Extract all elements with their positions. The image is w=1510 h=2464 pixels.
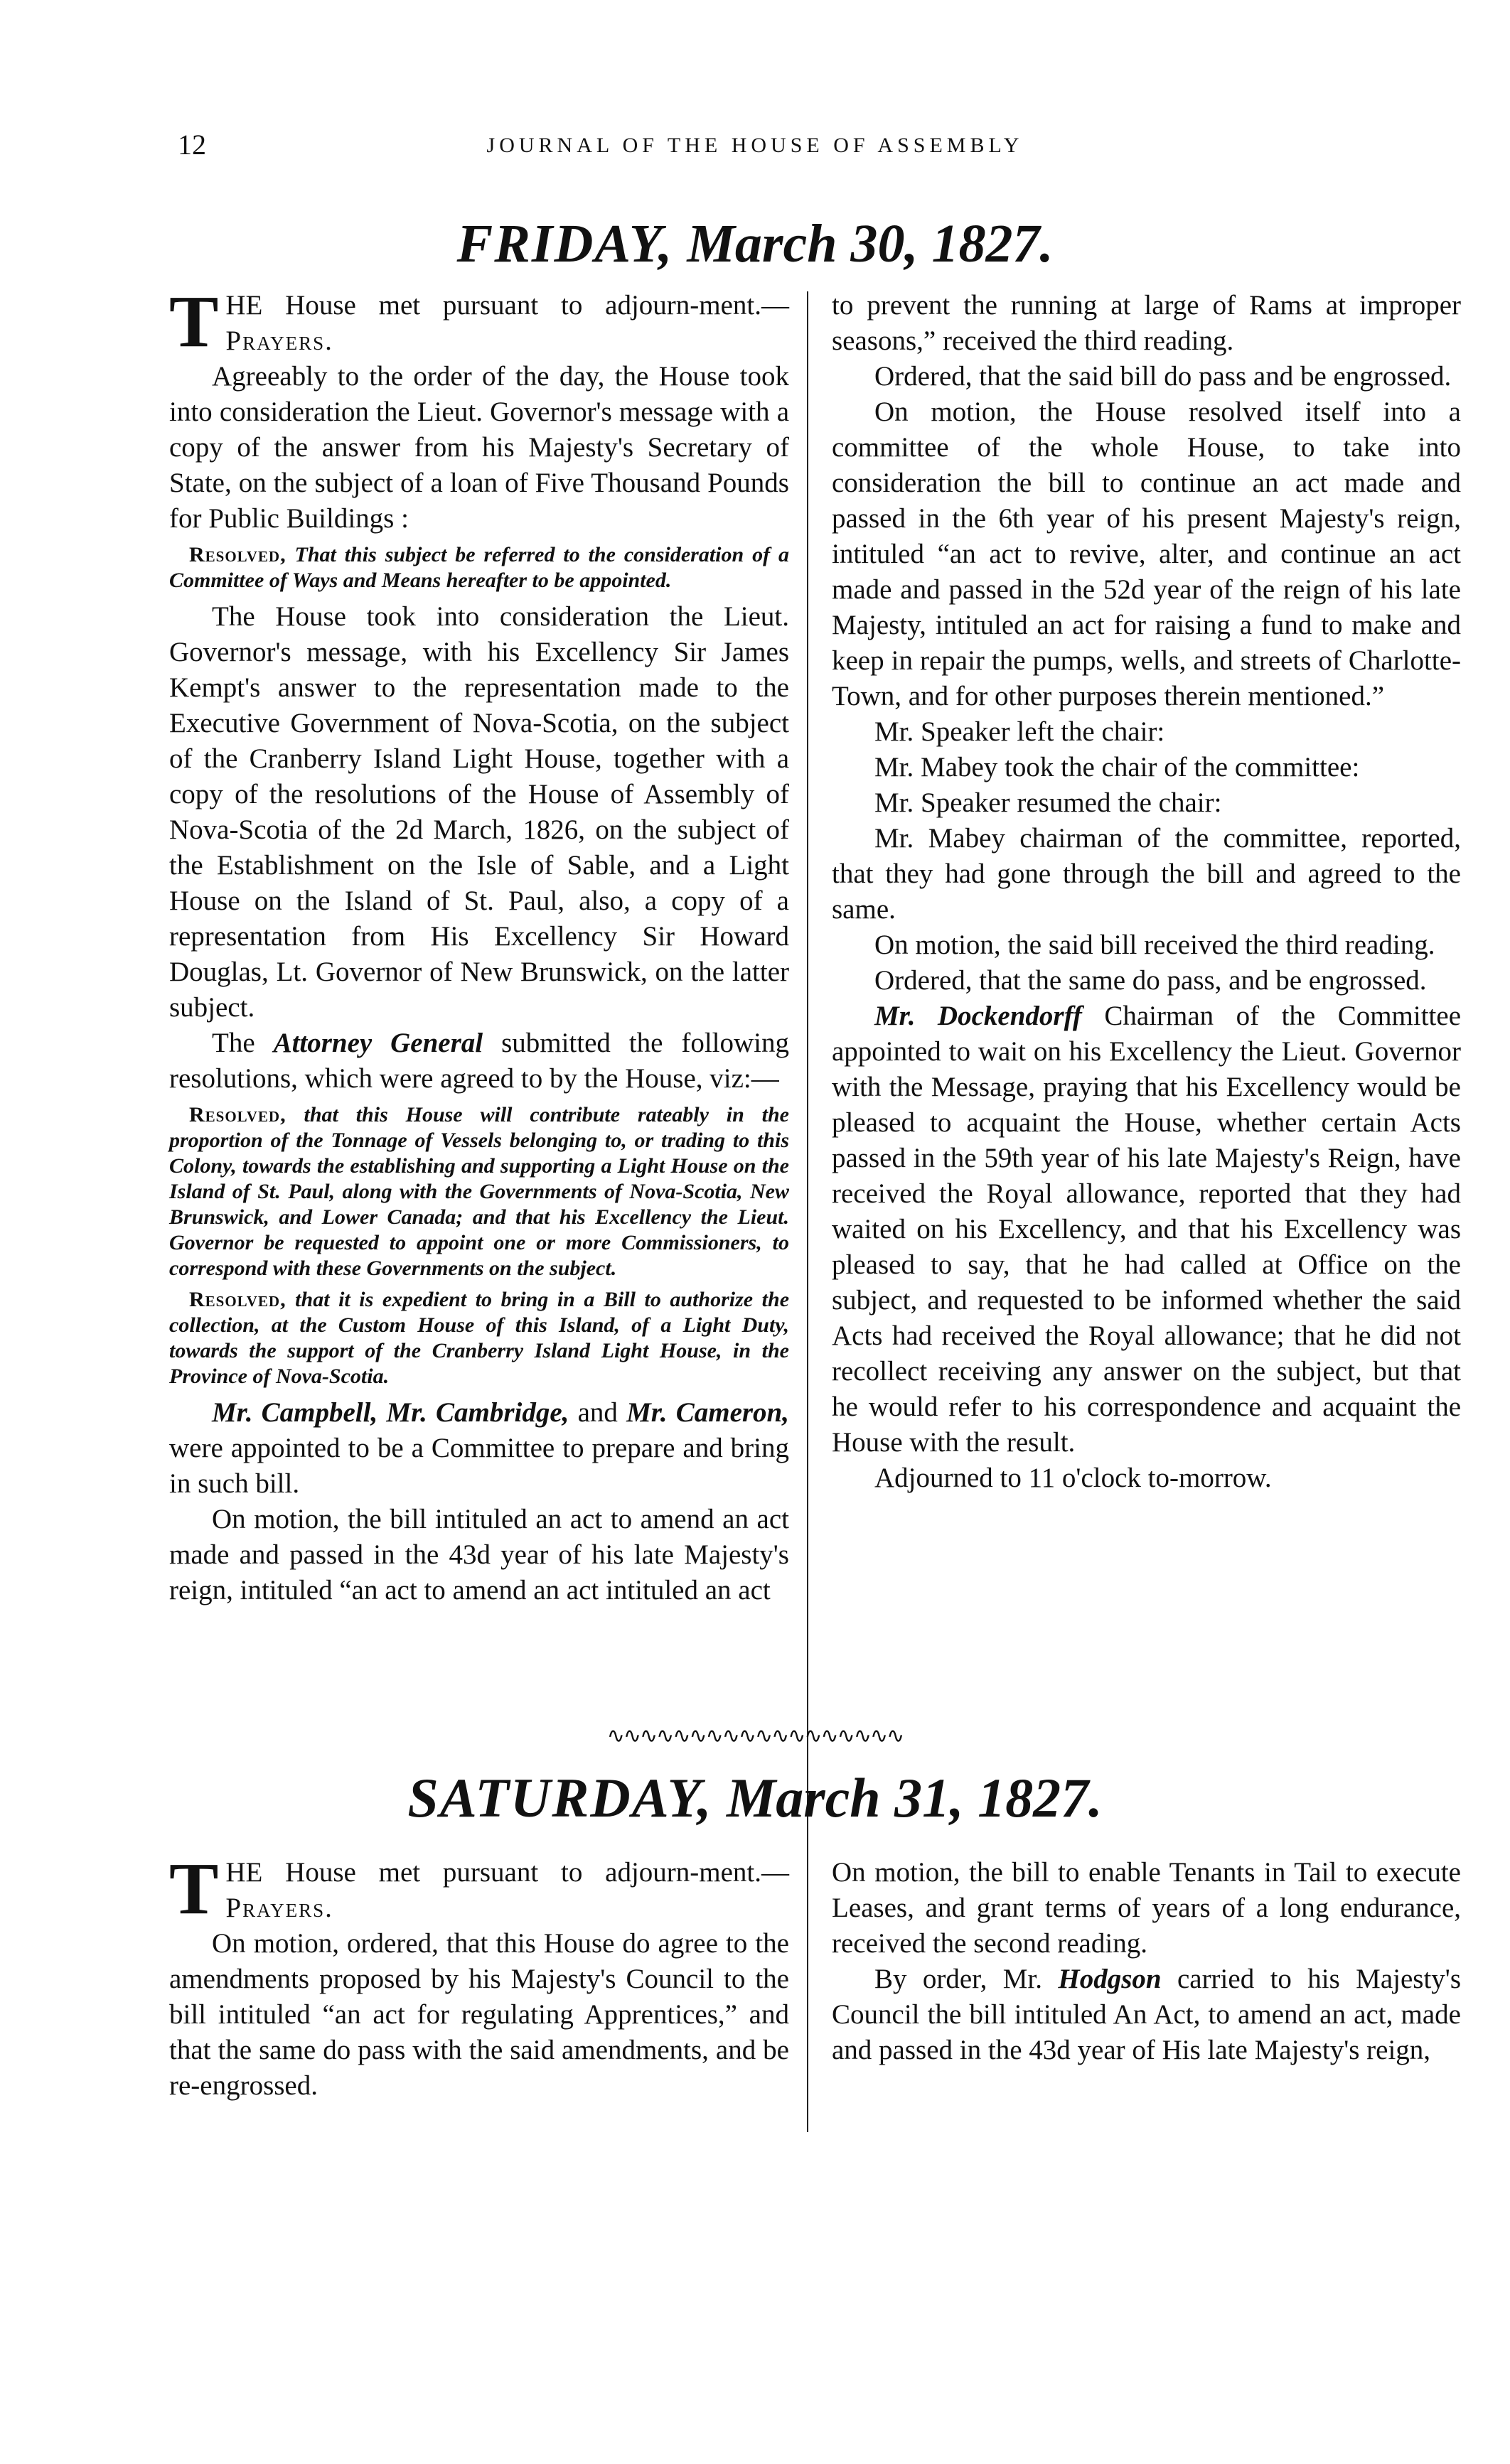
paragraph	[169, 1395, 789, 1502]
paragraph: Mr. Speaker left the chair:	[874, 716, 1165, 747]
saturday-opening-paragraph	[169, 1848, 789, 1930]
attorney-general-name: Attorney General	[273, 1028, 483, 1058]
member-name: Hodgson	[1058, 1964, 1162, 1994]
paragraph: On motion, ordered, that this House do agree to the amendments proposed by his Majesty's Council to the bill intituled “an act for regulating Apprentices,” and that the same do pass with the said amendments, and be re-engrossed.	[169, 1928, 789, 2101]
page-header	[0, 128, 1510, 171]
friday-heading	[0, 213, 1510, 275]
friday-date: March 30, 1827.	[687, 214, 1054, 274]
paragraph	[832, 1962, 1461, 2068]
saturday-column-right	[832, 1855, 1461, 2068]
resolution-text: That this subject be referred to the consideration of a Committee of Ways and Means hereafter to be appointed.	[169, 543, 789, 592]
paragraph: The House took into consideration the Lieut. Governor's message, with his Excellency Sir James Kempt's answer to the representation made to the Executive Government of Nova-Scotia, on the subject of the Cranberry Island Light House, together with a copy of the resolutions of the House of Assembly of Nova-Scotia of the 2d March, 1826, on the subject of the Establishment on the Isle of Sable, and a Light House on the Island of St. Paul, also, a copy of a representation from His Excellency Sir Howard Douglas, Lt. Governor of New Brunswick, on the latter subject.	[169, 601, 789, 1023]
resolution-lead: Resolved,	[189, 1103, 287, 1126]
paragraph: Ordered, that the same do pass, and be engrossed.	[874, 965, 1427, 996]
paragraph: On motion, the said bill received the third reading.	[874, 930, 1435, 960]
paragraph: Mr. Mabey chairman of the committee, reported, that they had gone through the bill and agreed to the same.	[832, 823, 1461, 925]
text-lead: The	[212, 1028, 255, 1058]
text-lead: By order, Mr.	[874, 1964, 1042, 1994]
paragraph: Mr. Speaker resumed the chair:	[874, 787, 1222, 818]
drop-cap: T	[169, 281, 219, 362]
prayers-label: Prayers.	[225, 326, 333, 356]
text-rest: Chairman of the Committee appointed to wait on his Excellency the Lieut. Governor with the Message, praying that his Excellency would be pleased to acquaint the House, whether certain Acts passed in the 59th year of his late Majesty's Reign, have received the Royal allowance, reported that they had waited on his Excellency, and that his Excellency was pleased to say, that he had called at Office on the subject, and requested to be informed whether the said Acts had received the Royal allowance; that he did not recollect receiving any answer on the subject, but that he would refer to his correspondence and acquaint the House with the result.	[832, 1001, 1462, 1458]
paragraph: to prevent the running at large of Rams at improper seasons,” received the third reading.	[832, 290, 1461, 356]
friday-column-left	[169, 281, 790, 1608]
paragraph: On motion, the bill to enable Tenants in Tail to execute Leases, and grant terms of years of a long endurance, received the second reading.	[832, 1857, 1461, 1959]
paragraph: On motion, the bill intituled an act to amend an act made and passed in the 43d year of his late Majesty's reign, intituled “an act to amend an act intituled an act	[169, 1504, 789, 1605]
running-title: JOURNAL OF THE HOUSE OF ASSEMBLY	[486, 134, 1024, 157]
text-rest: submitted the following resolutions, which were agreed to by the House, viz:—	[169, 1028, 790, 1094]
saturday-day: SATURDAY,	[407, 1767, 713, 1829]
paragraph	[832, 999, 1461, 1460]
resolution-lead: Resolved,	[189, 1288, 287, 1311]
resolution-lead: Resolved,	[189, 543, 287, 566]
page-number: 12	[178, 129, 206, 161]
resolution	[169, 1102, 789, 1281]
text-rest: were appointed to be a Committee to prepare and bring in such bill.	[169, 1433, 789, 1499]
saturday-column-left	[169, 1848, 789, 2104]
drop-cap: T	[169, 1848, 219, 1930]
saturday-heading	[0, 1766, 1510, 1830]
resolution-text: that this House will contribute rateably in the proportion of the Tonnage of Vessels belonging to, or trading to this Colony, towards the establishing and supporting a Light House on the Island of St. Paul, along with the Governments of Nova-Scotia, New Brunswick, and Lower Canada; and that his Excellency the Lieut. Governor be requested to appoint one or more Commissioners, to correspond with these Governments on the subject.	[169, 1103, 789, 1280]
paragraph: Agreeably to the order of the day, the House took into consideration the Lieut. Governor's message with a copy of the answer from his Majesty's Secretary of State, on the subject of a loan of Five Thousand Pounds for Public Buildings :	[169, 361, 789, 534]
conjunction: and	[577, 1397, 618, 1428]
paragraph	[169, 1026, 789, 1097]
paragraph: Ordered, that the said bill do pass and be engrossed.	[874, 361, 1452, 392]
prayers-label: Prayers.	[225, 1893, 333, 1923]
friday-day: FRIDAY,	[456, 214, 674, 274]
text-rest: carried to his Majesty's Council the bill intituled An Act, to amend an act, made and passed in the 43d year of His late Majesty's reign,	[832, 1964, 1462, 2065]
column-divider	[807, 291, 808, 1919]
opening-text: HE House met pursuant to adjourn-ment.—	[225, 1857, 789, 1888]
resolution	[169, 1287, 789, 1389]
friday-opening-paragraph	[169, 281, 789, 362]
saturday-date: March 31, 1827.	[726, 1767, 1103, 1829]
resolution	[169, 542, 789, 593]
member-name: Mr. Campbell,	[212, 1397, 378, 1428]
member-name: Mr. Dockendorff	[874, 1001, 1082, 1031]
paragraph: On motion, the House resolved itself into a committee of the whole House, to take into consideration the bill to continue an act made and passed in the 6th year of his present Majesty's reign, intituled “an act to revive, alter, and continue an act made and passed in the 52d year of the reign of his late Majesty, intituled an act for raising a fund to make and keep in repair the pumps, wells, and streets of Charlotte-Town, and for other purposes therein mentioned.”	[832, 397, 1461, 711]
column-divider	[807, 1862, 808, 2132]
resolution-text: that it is expedient to bring in a Bill to authorize the collection, at the Custom House of this Island, of a Light Duty, towards the support of the Cranberry Island Light House, in the Province of Nova-Scotia.	[169, 1288, 790, 1388]
section-divider-ornament: ∿∿∿∿∿∿∿∿∿∿∿∿∿∿∿∿∿∿	[606, 1724, 904, 1748]
member-name: Mr. Cambridge,	[386, 1397, 569, 1428]
opening-text: HE House met pursuant to adjourn-ment.—	[225, 290, 789, 321]
adjournment-line: Adjourned to 11 o'clock to-morrow.	[874, 1463, 1272, 1493]
friday-column-right	[832, 288, 1461, 1496]
paragraph: Mr. Mabey took the chair of the committee:	[874, 752, 1360, 782]
member-name: Mr. Cameron,	[626, 1397, 789, 1428]
